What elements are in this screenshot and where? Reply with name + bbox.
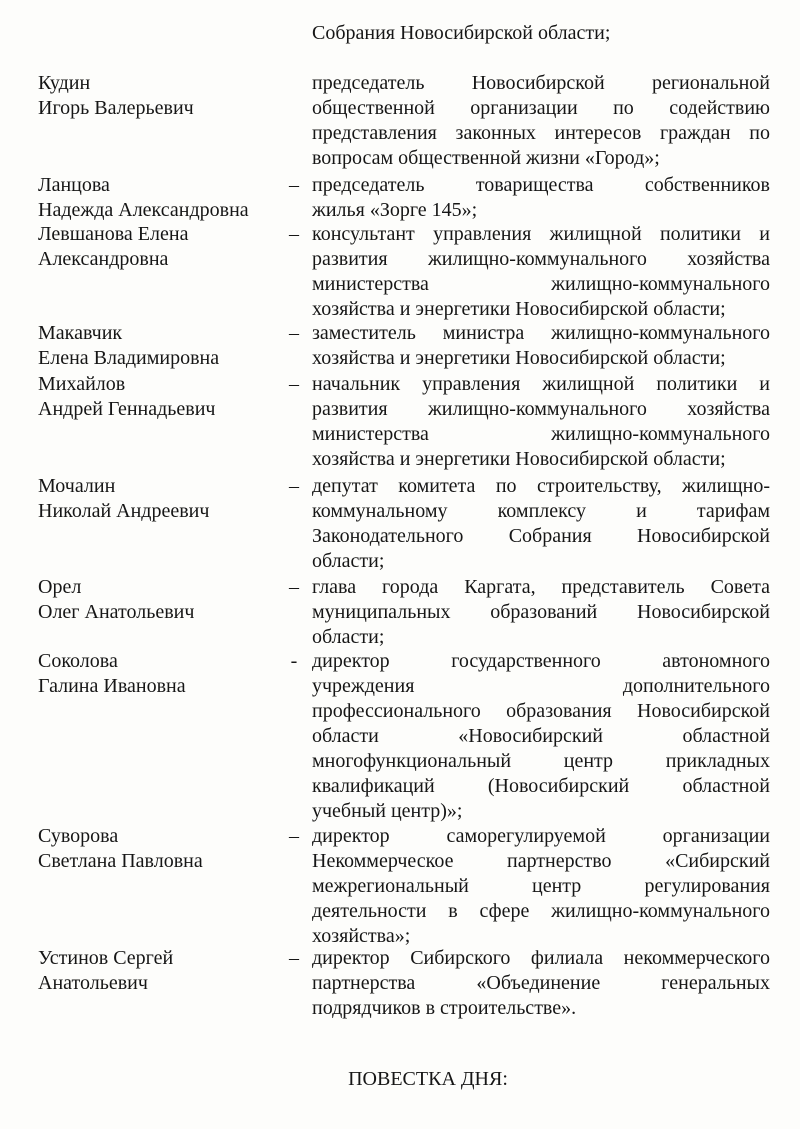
member-description-line: директор саморегулируемой организации xyxy=(312,825,770,847)
member-name-line: Игорь Валерьевич xyxy=(38,97,194,119)
member-description-line: консультант управления жилищной политики и xyxy=(312,223,770,245)
member-name-line: Николай Андреевич xyxy=(38,500,210,522)
member-name xyxy=(38,575,286,625)
member-description-line: хозяйства и энергетики Новосибирской области; xyxy=(312,448,726,470)
member-description-line: представления законных интересов граждан по xyxy=(312,122,770,144)
member-description-line: коммунальному комплексу и тарифам xyxy=(312,500,770,522)
member-description-line: директор Сибирского филиала некоммерческого xyxy=(312,947,770,969)
member-description-line: развития жилищно-коммунального хозяйства xyxy=(312,248,770,270)
agenda-heading-text: ПОВЕСТКА ДНЯ: xyxy=(348,1068,508,1090)
member-description-line: Законодательного Собрания Новосибирской xyxy=(312,525,770,547)
member-name xyxy=(38,173,286,223)
member-description-line: области; xyxy=(312,550,385,572)
header-line: Собрания Новосибирской области; xyxy=(312,22,611,44)
member-description-line: деятельности в сфере жилищно-коммунального xyxy=(312,900,770,922)
member-description xyxy=(312,474,770,574)
member-description-line: развития жилищно-коммунального хозяйства xyxy=(312,398,770,420)
member-description-line: председатель Новосибирской региональной xyxy=(312,72,770,94)
member-name xyxy=(38,649,286,699)
member-dash: – xyxy=(289,475,299,497)
member-description xyxy=(312,173,770,223)
member-description-line: вопросам общественной жизни «Город»; xyxy=(312,147,660,169)
member-description-line: подрядчиков в строительстве». xyxy=(312,997,577,1019)
member-description-line: депутат комитета по строительству, жилищно- xyxy=(312,475,770,497)
member-dash: – xyxy=(289,322,299,344)
member-dash: – xyxy=(289,174,299,196)
member-name-line: Светлана Павловна xyxy=(38,850,203,872)
member-description-line: общественной организации по содействию xyxy=(312,97,770,119)
member-name-line: Соколова xyxy=(38,650,118,672)
member-description-line: профессионального образования Новосибирской xyxy=(312,700,770,722)
member-description-line: учреждения дополнительного xyxy=(312,675,770,697)
member-name-line: Олег Анатольевич xyxy=(38,601,195,623)
member-description-line: квалификаций (Новосибирский областной xyxy=(312,775,770,797)
member-name-line: Макавчик xyxy=(38,322,123,344)
member-name xyxy=(38,946,286,996)
member-name xyxy=(38,474,286,524)
member-name-line: Устинов Сергей xyxy=(38,947,174,969)
member-name-line: Елена Владимировна xyxy=(38,347,220,369)
member-description-line: области; xyxy=(312,626,385,648)
member-dash: – xyxy=(289,373,299,395)
member-name-line: Михайлов xyxy=(38,373,126,395)
member-description-line: начальник управления жилищной политики и xyxy=(312,373,770,395)
member-description xyxy=(312,372,770,472)
member-description-line: муниципальных образований Новосибирской xyxy=(312,601,770,623)
member-dash: – xyxy=(289,223,299,245)
member-description-line: министерства жилищно-коммунального xyxy=(312,273,770,295)
member-dash: - xyxy=(290,650,298,672)
member-description-line: глава города Каргата, представитель Совета xyxy=(312,576,770,598)
member-description-line: председатель товарищества собственников xyxy=(312,174,770,196)
member-description xyxy=(312,575,770,650)
member-name-line: Галина Ивановна xyxy=(38,675,186,697)
member-description xyxy=(312,649,770,824)
member-dash: – xyxy=(289,947,299,969)
member-name xyxy=(38,321,286,371)
agenda-heading xyxy=(0,1067,800,1092)
member-description-line: жилья «Зорге 145»; xyxy=(312,199,478,221)
member-name-line: Анатольевич xyxy=(38,972,148,994)
member-name xyxy=(38,372,286,422)
member-description xyxy=(312,946,770,1021)
member-description-line: директор государственного автономного xyxy=(312,650,770,672)
member-description-line: Некоммерческое партнерство «Сибирский xyxy=(312,850,770,872)
member-description-line: многофункциональный центр прикладных xyxy=(312,750,770,772)
member-name-line: Кудин xyxy=(38,72,91,94)
member-name-line: Александровна xyxy=(38,248,169,270)
member-description-line: хозяйства и энергетики Новосибирской области; xyxy=(312,298,726,320)
member-description xyxy=(312,824,770,949)
member-description-line: министерства жилищно-коммунального xyxy=(312,423,770,445)
member-name-line: Ланцова xyxy=(38,174,110,196)
member-description xyxy=(312,321,770,371)
member-name-line: Андрей Геннадьевич xyxy=(38,398,216,420)
member-name-line: Суворова xyxy=(38,825,119,847)
member-description-line: хозяйства и энергетики Новосибирской области; xyxy=(312,347,726,369)
member-description xyxy=(312,71,770,171)
member-description-line: партнерства «Объединение генеральных xyxy=(312,972,770,994)
member-description-line: межрегиональный центр регулирования xyxy=(312,875,770,897)
member-description-line: учебный центр)»; xyxy=(312,800,463,822)
member-name xyxy=(38,222,286,272)
member-name xyxy=(38,824,286,874)
member-name-line: Мочалин xyxy=(38,475,116,497)
member-name-line: Левшанова Елена xyxy=(38,223,189,245)
member-description-line: заместитель министра жилищно-коммунального xyxy=(312,322,770,344)
member-dash: – xyxy=(289,825,299,847)
member-name-line: Орел xyxy=(38,576,82,598)
member-name-line: Надежда Александровна xyxy=(38,199,249,221)
member-description-line: области «Новосибирский областной xyxy=(312,725,770,747)
member-name xyxy=(38,71,286,121)
member-description xyxy=(312,222,770,322)
member-description-line: хозяйства»; xyxy=(312,925,411,947)
member-dash: – xyxy=(289,576,299,598)
